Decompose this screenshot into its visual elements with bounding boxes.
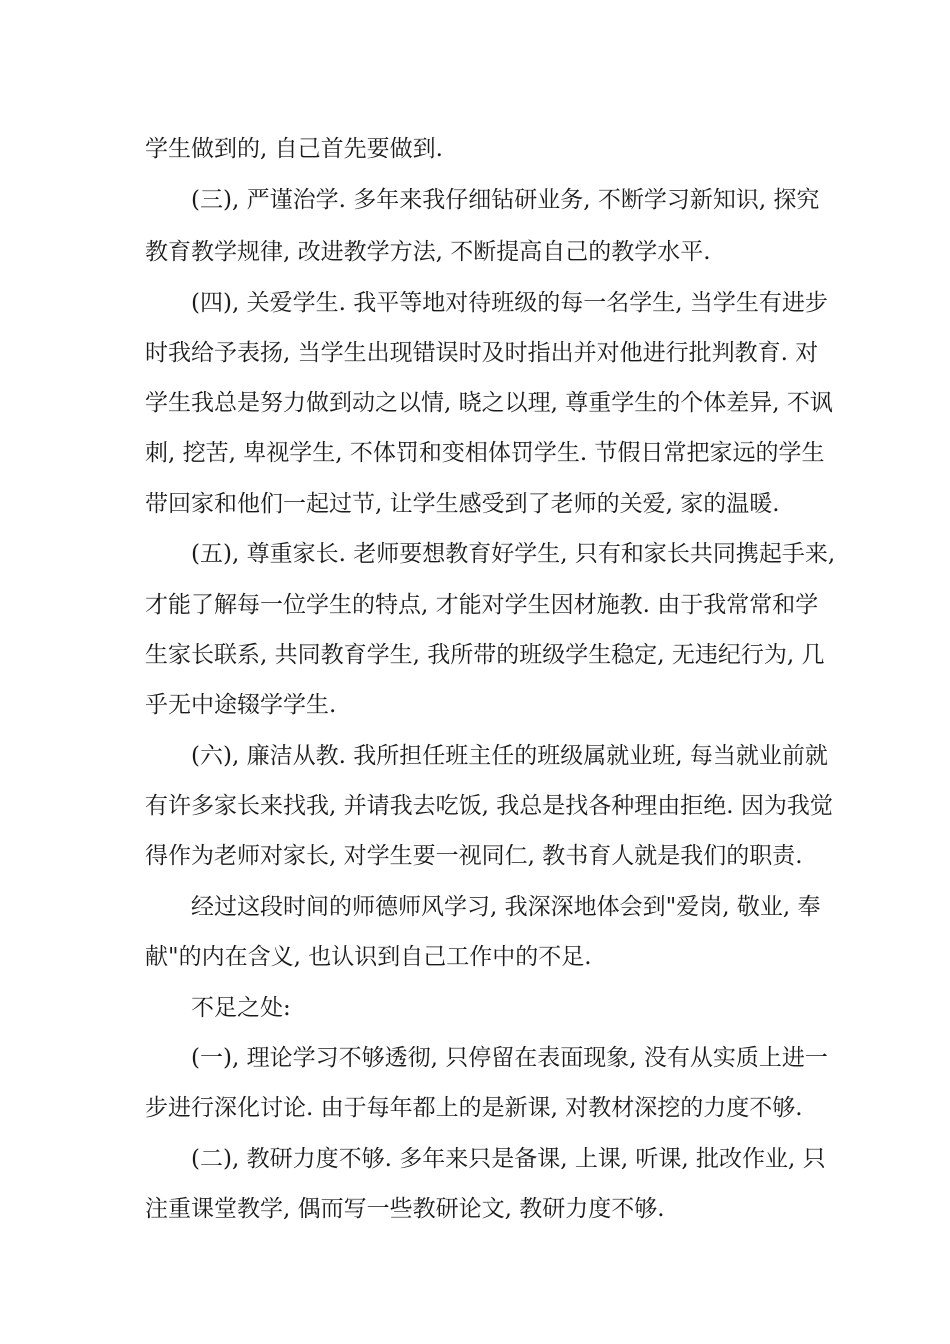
text-line: 得作为老师对家长, 对学生要一视同仁, 教书育人就是我们的职责.	[145, 843, 803, 869]
text-line: (一), 理论学习不够透彻, 只停留在表面现象, 没有从实质上进一	[191, 1045, 828, 1071]
text-line: 学生做到的, 自己首先要做到.	[145, 136, 443, 162]
text-line: 教育教学规律, 改进教学方法, 不断提高自己的教学水平.	[145, 239, 711, 265]
text-line: 生家长联系, 共同教育学生, 我所带的班级学生稳定, 无违纪行为, 几	[145, 642, 825, 668]
text-line: 经过这段时间的师德师风学习, 我深深地体会到"爱岗, 敬业, 奉	[191, 894, 821, 920]
text-line: 带回家和他们一起过节, 让学生感受到了老师的关爱, 家的温暖.	[145, 491, 780, 517]
text-line: 刺, 挖苦, 卑视学生, 不体罚和变相体罚学生. 节假日常把家远的学生	[145, 440, 825, 466]
text-line: 有许多家长来找我, 并请我去吃饭, 我总是找各种理由拒绝. 因为我觉	[145, 793, 833, 819]
text-line: (六), 廉洁从教. 我所担任班主任的班级属就业班, 每当就业前就	[191, 743, 828, 769]
text-line: (二), 教研力度不够. 多年来只是备课, 上课, 听课, 批改作业, 只	[191, 1146, 826, 1172]
text-line: 学生我总是努力做到动之以情, 晓之以理, 尊重学生的个体差异, 不讽	[145, 390, 833, 416]
text-line: (五), 尊重家长. 老师要想教育好学生, 只有和家长共同携起手来,	[191, 541, 836, 567]
text-line: 乎无中途辍学学生.	[145, 692, 337, 718]
text-line: 献"的内在含义, 也认识到自己工作中的不足.	[145, 944, 592, 970]
text-line: 注重课堂教学, 偶而写一些教研论文, 教研力度不够.	[145, 1196, 665, 1222]
text-line: 时我给予表扬, 当学生出现错误时及时指出并对他进行批判教育. 对	[145, 340, 819, 366]
text-line: (三), 严谨治学. 多年来我仔细钻研业务, 不断学习新知识, 探究	[191, 187, 820, 213]
text-line: 不足之处:	[191, 995, 291, 1021]
text-line: 步进行深化讨论. 由于每年都上的是新课, 对教材深挖的力度不够.	[145, 1095, 803, 1121]
text-line: 才能了解每一位学生的特点, 才能对学生因材施教. 由于我常常和学	[145, 592, 819, 618]
text-line: (四), 关爱学生. 我平等地对待班级的每一名学生, 当学生有进步	[191, 290, 828, 316]
